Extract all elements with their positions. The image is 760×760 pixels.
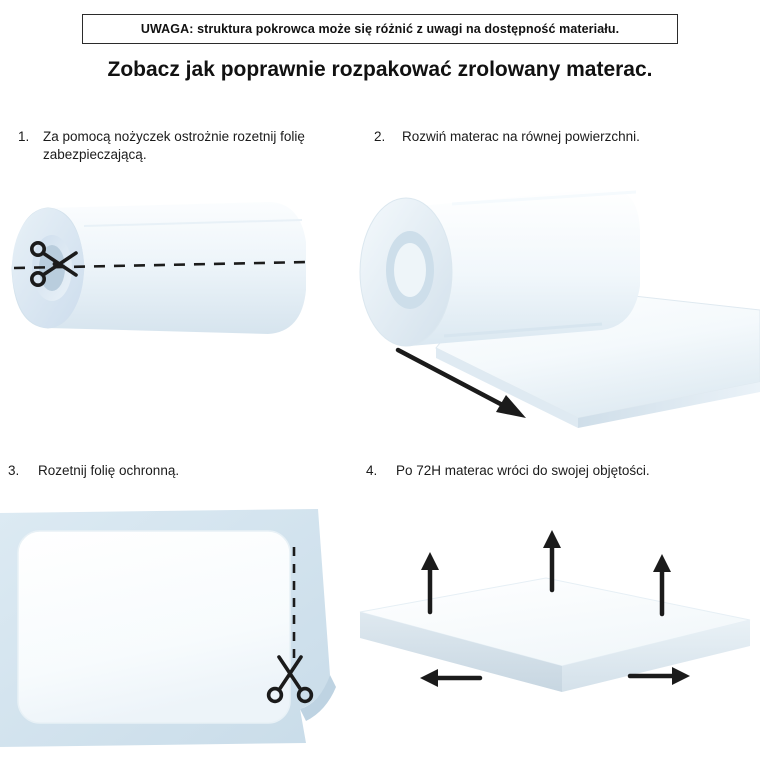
mattress-roll-shape (360, 188, 640, 346)
expand-arrow-side-left (420, 669, 480, 687)
step-4 (366, 462, 746, 480)
step-3-text: Rozetnij folię ochronną. (38, 463, 180, 478)
step-1-text: Za pomocą nożyczek ostrożnie rozetnij folię zabezpieczającą. (43, 129, 305, 163)
mattress-shape (18, 531, 290, 723)
step-1-illustration (0, 180, 330, 380)
step-3-number: 3. (8, 463, 20, 478)
mattress-slab-shape (360, 578, 750, 692)
step-3-illustration (0, 505, 345, 755)
notice-text: UWAGA: struktura pokrowca może się różnić z uwagi na dostępność materiału. (140, 22, 620, 36)
step-1 (18, 128, 348, 164)
step-2 (374, 128, 734, 146)
step-4-number: 4. (366, 463, 378, 478)
step-4-illustration (350, 520, 760, 750)
step-4-text: Po 72H materac wróci do swojej objętości. (396, 463, 650, 478)
step-2-number: 2. (374, 129, 386, 144)
step-2-illustration (340, 160, 760, 440)
step-2-text: Rozwiń materac na równej powierzchni. (402, 129, 640, 144)
page-title: Zobacz jak poprawnie rozpakować zrolowany materac. (107, 58, 653, 81)
step-1-number: 1. (18, 129, 30, 144)
notice-banner (82, 14, 678, 44)
step-3 (8, 462, 338, 480)
